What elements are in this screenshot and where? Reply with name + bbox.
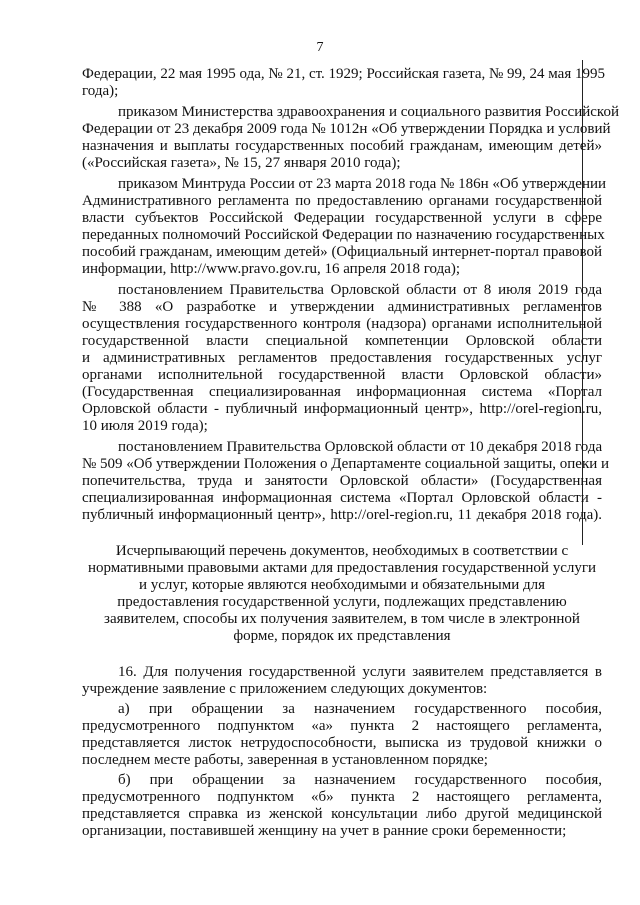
- text-line: специализированная информационная система «Портал Орловской области -: [82, 490, 602, 506]
- text-line: осуществления государственного контроля (надзора) органами исполнительной: [82, 316, 602, 332]
- text-line: организации, поставившей женщину на учет в ранние сроки беременности;: [82, 823, 567, 839]
- text-line: Федерации от 23 декабря 2009 года № 1012н «Об утверждении Порядка и условий: [82, 121, 611, 137]
- section-heading-line: нормативными правовыми актами для предоставления государственной услуги: [87, 560, 597, 576]
- text-line: Орловской области - публичный информационный центр», http://orel-region.ru,: [82, 401, 602, 417]
- text-line: б) при обращении за назначением государственного пособия,: [118, 772, 602, 788]
- text-line: попечительства, труда и занятости Орловской области» (Государственная: [82, 473, 602, 489]
- section-heading-line: Исчерпывающий перечень документов, необходимых в соответствии с: [115, 543, 569, 559]
- text-line: информации, http://www.pravo.gov.ru, 16 апреля 2018 года);: [82, 261, 461, 277]
- text-line: приказом Министерства здравоохранения и социального развития Российской: [118, 104, 619, 120]
- text-line: постановлением Правительства Орловской области от 10 декабря 2018 года: [118, 439, 603, 455]
- section-heading-line: предоставления государственной услуги, подлежащих представлению: [117, 594, 567, 610]
- text-line: учреждение заявление с приложением следующих документов:: [82, 681, 488, 697]
- text-line: 16. Для получения государственной услуги заявителем представляется в: [118, 664, 602, 680]
- text-line: переданных полномочий Российской Федерации по назначению государственных: [82, 227, 605, 243]
- text-line: органами исполнительной государственной власти Орловской области»: [82, 367, 602, 383]
- text-line: (Государственная специализированная информационная система «Портал: [82, 384, 602, 400]
- text-line: приказом Минтруда России от 23 марта 2018 года № 186н «Об утверждении: [118, 176, 607, 192]
- text-line: пособий гражданам, имеющим детей» (Официальный интернет-портал правовой: [82, 244, 602, 260]
- text-line: № 509 «Об утверждении Положения о Департаменте социальной защиты, опеки и: [82, 456, 610, 472]
- section-heading-line: форме, порядок их представления: [233, 628, 451, 644]
- text-line: назначения и выплаты государственных пособий гражданам, имеющим детей»: [82, 138, 602, 154]
- page-number: 7: [316, 40, 324, 55]
- text-line: предусмотренного подпунктом «а» пункта 2 настоящего регламента,: [82, 718, 602, 734]
- text-line: представляется листок нетрудоспособности, выписка из трудовой книжки о: [82, 735, 602, 751]
- text-line: последнем месте работы, заверенная в установленном порядке;: [82, 752, 488, 768]
- text-line: власти субъектов Российской Федерации государственной услуги в сфере: [82, 210, 602, 226]
- text-line: 10 июля 2019 года);: [82, 418, 208, 434]
- text-line: года);: [82, 83, 119, 99]
- text-line: публичный информационный центр», http://orel-region.ru, 11 декабря 2018 года).: [82, 507, 602, 523]
- text-line: а) при обращении за назначением государственного пособия,: [118, 701, 602, 717]
- text-line: государственной власти специальной компетенции Орловской области: [82, 333, 602, 349]
- text-line: и административных регламентов предоставления государственных услуг: [82, 350, 602, 366]
- text-line: предусмотренного подпунктом «б» пункта 2 настоящего регламента,: [82, 789, 602, 805]
- text-line: постановлением Правительства Орловской области от 8 июля 2019 года: [118, 282, 602, 298]
- section-heading-line: и услуг, которые являются необходимыми и обязательными для: [138, 577, 546, 593]
- text-line: № 388 «О разработке и утверждении административных регламентов: [82, 299, 602, 315]
- text-line: Федерации, 22 мая 1995 ода, № 21, ст. 1929; Российская газета, № 99, 24 мая 1995: [82, 66, 605, 82]
- text-line: представляется справка из женской консультации либо другой медицинской: [82, 806, 602, 822]
- text-line: Административного регламента по предоставлению органами государственной: [82, 193, 602, 209]
- section-heading-line: заявителем, способы их получения заявителем, в том числе в электронной: [104, 611, 580, 627]
- text-line: («Российская газета», № 15, 27 января 2010 года);: [82, 155, 401, 171]
